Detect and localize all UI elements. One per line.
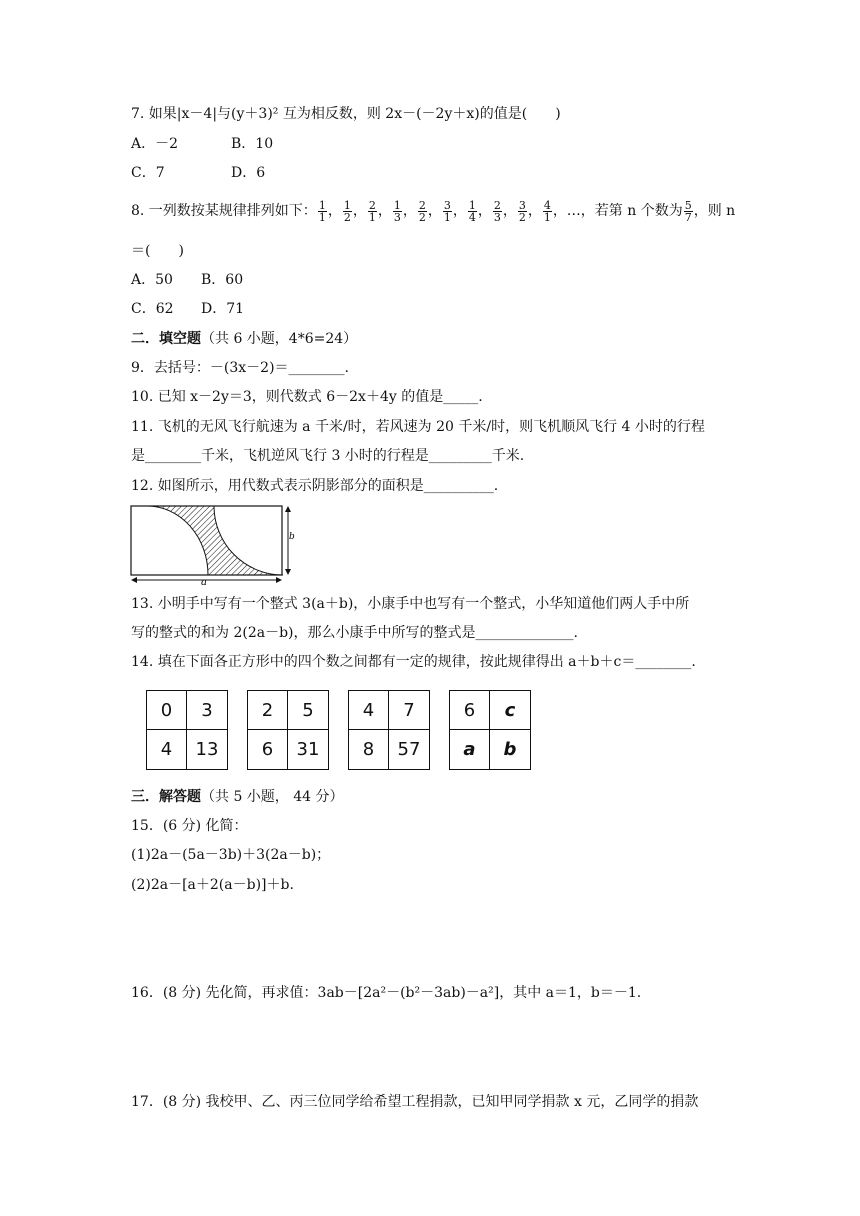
sequence-separator: ， [452,203,467,219]
q14-square-2-cell: 31 [296,739,320,760]
fraction-numerator: 2 [418,198,426,212]
fraction-denominator: 3 [493,210,501,224]
q14-square-3 [348,690,430,770]
sequence-separator: ， [527,203,542,219]
q14-square-1-cell: 3 [187,691,227,730]
q14-square-4-cell: 6 [450,691,490,730]
q7-stem: 7. 如果|x－4|与(y＋3)² 互为相反数，则 2x－(－2y＋x)的值是( ) [131,106,561,122]
q12-figure [125,500,300,586]
fraction-denominator: 3 [393,210,401,224]
fraction-numerator: 3 [518,198,526,212]
q14-square-3-cell: 7 [389,691,429,730]
section2-heading [131,330,357,348]
q8-stem [131,198,735,224]
section3-note: （共 5 小题， 44 分） [201,789,344,805]
fraction-denominator: 1 [368,210,376,224]
q8-sequence-fraction [318,200,327,223]
q14: 14. 填在下面各正方形中的四个数之间都有一定的规律，按此规律得出 a＋b＋c＝________. [131,654,696,670]
q8-target-fraction [684,200,693,223]
q7-option-a: A．－2 [131,136,179,152]
q14-square-4 [449,690,531,770]
q9: 9．去括号：－(3x－2)＝________. [131,360,349,376]
q14-square-3-cell: 8 [349,730,389,769]
q12-b-arrow-down [285,569,291,575]
q12-b-arrow-up [285,506,291,512]
q13-line2: 写的整式的和为 2(2a－b)，那么小康手中所写的整式是______________. [131,625,578,641]
q7-option-d: D．6 [231,165,266,181]
q8-sequence-fraction [543,200,552,223]
q8-option-b: B．60 [201,272,244,288]
q14-square-4-cell: c [490,691,530,730]
q7-option-b: B．10 [231,136,274,152]
section2-title: 二．填空题 [131,331,201,347]
q15-stem: 15．(6 分) 化简： [131,818,248,834]
q10: 10. 已知 x－2y＝3，则代数式 6－2x＋4y 的值是_____. [131,389,483,405]
q8-sequence-fraction [518,200,527,223]
section3-heading [131,788,344,806]
fraction-numerator: 3 [443,198,451,212]
fraction-numerator: 2 [493,198,501,212]
q17: 17．(8 分) 我校甲、乙、丙三位同学给希望工程捐款，已知甲同学捐款 x 元，乙同学的捐款 [131,1094,699,1110]
q15-part2: (2)2a－[a＋2(a－b)]＋b. [131,877,294,893]
q8-target-denominator: 7 [684,210,692,224]
fraction-denominator: 1 [443,210,451,224]
q14-square-4-cell: a [450,730,490,769]
q8-sequence-fraction [393,200,402,223]
fraction-numerator: 1 [343,198,351,212]
q11-line2: 是________千米，飞机逆风飞行 3 小时的行程是_________千米. [131,448,525,464]
fraction-denominator: 2 [418,210,426,224]
q14-square-4-cell: b [503,739,517,760]
q8-stem-suffix: ，则 n [693,203,736,219]
q8-option-a: A．50 [131,272,173,288]
q14-square-1-cell: 0 [147,691,187,730]
q14-square-3-cell: 57 [397,739,421,760]
fraction-numerator: 2 [368,198,376,212]
fraction-denominator: 4 [468,210,476,224]
sequence-separator: ， [377,203,392,219]
q8-option-d: D．71 [201,301,245,317]
q8-stem-prefix: 8. 一列数按某规律排列如下： [131,203,317,219]
q12-a-arrow-left [131,577,137,583]
fraction-denominator: 1 [318,210,326,224]
q8-stem-line2: ＝( ) [131,243,184,259]
q12-label-a: a [201,577,207,586]
q8-sequence-fraction [443,200,452,223]
sequence-separator: ， [502,203,517,219]
q8-sequence [317,198,553,224]
q14-square-3-cell: 4 [349,691,389,730]
q14-square-2-cell: 6 [248,730,288,769]
q14-square-2-cell: 2 [248,691,288,730]
q8-sequence-fraction [493,200,502,223]
sequence-separator: ， [402,203,417,219]
sequence-separator: ， [327,203,342,219]
q8-sequence-fraction [343,200,352,223]
fraction-numerator: 4 [543,198,551,212]
sequence-separator: ， [427,203,442,219]
q8-sequence-fraction [418,200,427,223]
fraction-denominator: 2 [343,210,351,224]
q8-target-numerator: 5 [684,198,692,212]
sequence-separator: ， [477,203,492,219]
section3-title: 三．解答题 [131,789,201,805]
sequence-separator: ， [352,203,367,219]
fraction-denominator: 1 [543,210,551,224]
q8-sequence-fraction [468,200,477,223]
q16: 16．(8 分) 先化简，再求值：3ab－[2a²－(b²－3ab)－a²]，其中 a＝1，b＝－1. [131,985,642,1001]
q13-line1: 13. 小明手中写有一个整式 3(a＋b)，小康手中也写有一个整式，小华知道他们两人手中所 [131,596,690,612]
q12-a-arrow-right [276,577,282,583]
section2-note: （共 6 小题，4*6=24） [201,331,358,347]
fraction-numerator: 1 [318,198,326,212]
q7-option-c: C．7 [131,165,165,181]
fraction-numerator: 1 [393,198,401,212]
q11-line1: 11. 飞机的无风飞行航速为 a 千米/时，若风速为 20 千米/时，则飞机顺风飞行 4 小时的行程 [131,419,705,435]
q8-stem-mid: ，…，若第 n 个数为 [552,203,683,219]
q14-square-1 [146,690,228,770]
q14-square-1-cell: 4 [147,730,187,769]
q8-option-c: C．62 [131,301,174,317]
q12: 12. 如图所示，用代数式表示阴影部分的面积是__________. [131,478,499,494]
q12-label-b: b [289,532,295,542]
q14-square-1-cell: 13 [195,739,219,760]
fraction-numerator: 1 [468,198,476,212]
q14-square-2-cell: 5 [288,691,328,730]
q14-square-2 [247,690,329,770]
q8-sequence-fraction [368,200,377,223]
fraction-denominator: 2 [518,210,526,224]
q15-part1: (1)2a－(5a－3b)＋3(2a－b)； [131,847,331,863]
